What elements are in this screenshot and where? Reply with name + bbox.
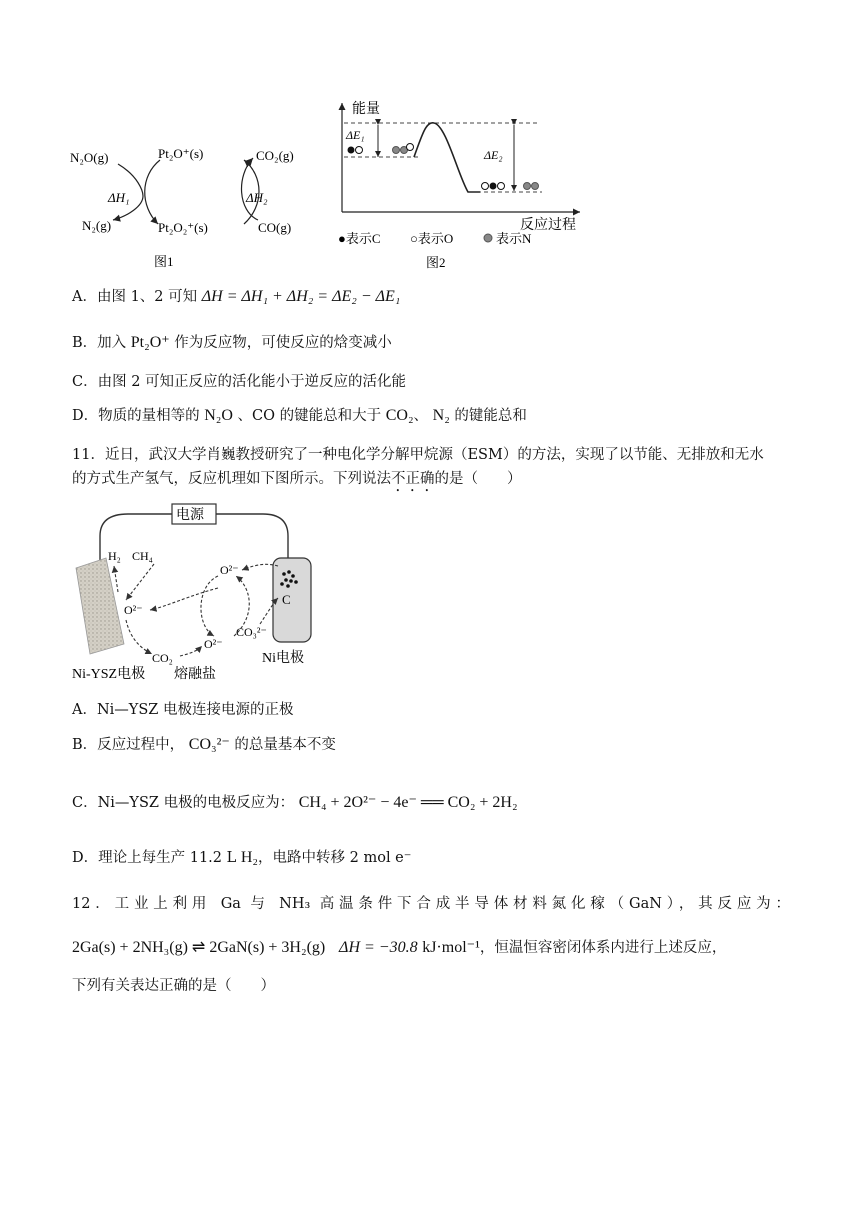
q10-d-suffix: 的键能总和 [454, 408, 527, 424]
q11-d-text: D．理论上每生产 11.2 L [72, 850, 237, 866]
q10-option-d [72, 404, 527, 425]
fig2-atom-n [532, 183, 539, 190]
q11-co2: CO₂ [152, 651, 173, 665]
fig1-caption: 图1 [154, 254, 174, 269]
q11-option-b [72, 733, 336, 754]
fig2-atom-o [407, 144, 414, 151]
fig2-atom-o [356, 147, 363, 154]
fig1-dh1: ΔH₁ [108, 190, 130, 205]
q11-right-electrode [273, 558, 311, 642]
fig1-n2: N₂(g) [82, 218, 112, 233]
q11-right-electrode-label: Ni电极 [262, 651, 304, 666]
fig2-caption: 图2 [426, 255, 446, 270]
fig1-pt2o2: Pt₂O₂⁺(s) [158, 220, 208, 235]
q11-h2: H₂ [108, 549, 121, 563]
fig2-energy-curve [414, 123, 480, 192]
q12-stem-line1 [72, 892, 790, 913]
q11-power-label: 电源 [176, 508, 204, 523]
fig1-co2: CO₂(g) [256, 148, 294, 163]
q11-o2-mid: O²⁻ [204, 637, 223, 651]
q12-dh: ΔH = −30.8 [339, 939, 418, 956]
fig2-ylabel: 能量 [352, 102, 380, 117]
q11-c-label: C [282, 592, 291, 607]
q12-stem1: 12．工业上利用 Ga 与 NH₃ 高温条件下合成半导体材料氮化稼（GaN），其反应为： [72, 896, 790, 912]
q10-b-text: B．加入 [72, 335, 127, 351]
q11-b-suffix: 的总量基本不变 [234, 737, 336, 753]
fig2-atom-c [348, 147, 355, 154]
q11-arrow-loop-left [201, 576, 218, 636]
q10-b-formula: Pt₂O⁺ [130, 334, 170, 351]
q11-figure [68, 496, 338, 688]
q10-b-suffix: 作为反应物，可使反应的焓变减小 [174, 335, 392, 351]
q11-arrow-ch4 [126, 564, 154, 600]
fig2-atom-n [393, 147, 400, 154]
fig1-co: CO(g) [258, 220, 292, 235]
fig1-pt2o: Pt₂O⁺(s) [158, 146, 204, 161]
fig2-xlabel: 反应过程 [520, 218, 576, 233]
q12-stem2-tail: ，恒温恒容密闭体系内进行上述反应， [479, 940, 727, 956]
q10-c-text: C．由图 2 可知正反应的活化能小于逆反应的活化能 [72, 374, 407, 390]
q11-emphasis: 不正确 [391, 471, 435, 487]
fig2-legend-o: ○表示O [410, 231, 454, 246]
q11-arrow-left-to-co2 [126, 620, 152, 654]
q10-a-text: A．由图 1、2 可知 [72, 289, 198, 305]
q11-stem-line1 [72, 443, 764, 464]
q11-molten-label: 熔融盐 [174, 667, 216, 682]
q10-d-n2o: N₂O [204, 407, 233, 424]
q11-left-electrode [76, 558, 124, 654]
q12-equation: 2Ga(s) + 2NH₃(g) ⇌ 2GaN(s) + 3H₂(g) [72, 939, 326, 956]
q10-a-formula: ΔH = ΔH₁ + ΔH₂ = ΔE₂ − ΔE₁ [201, 288, 401, 305]
q11-a-text: A．Ni—YSZ 电极连接电源的正极 [72, 702, 294, 718]
q10-d-sep: 、 [413, 408, 429, 424]
q10-option-a [72, 285, 400, 306]
q11-stem2a: 的方式生产氢气，反应机理如下图所示。下列说法 [72, 471, 391, 487]
fig2-atom-o [482, 183, 489, 190]
q11-b-ion: CO₃²⁻ [188, 736, 230, 753]
fig2-legend-c: ●表示C [338, 231, 381, 246]
q11-c-equation: CH₄ + 2O²⁻ − 4e⁻ ══ CO₂ + 2H₂ [298, 794, 518, 811]
q11-o2-top: O²⁻ [220, 563, 239, 577]
fig2-legend-n: 表示N [496, 231, 532, 246]
q12-stem-line3 [72, 974, 275, 995]
q11-option-a [72, 698, 294, 719]
q11-arrow-h2 [114, 566, 118, 592]
q11-option-c [72, 791, 518, 812]
q11-option-d [72, 846, 411, 867]
q11-b-text: B．反应过程中， [72, 737, 185, 753]
q10-d-mid: 、CO 的键能总和大于 [237, 408, 382, 424]
q11-ch4: CH₄ [132, 549, 153, 563]
figure-1 [68, 136, 318, 271]
fig2-atom-o [498, 183, 505, 190]
q11-arrow-o2-to-left [150, 588, 218, 610]
q10-option-c [72, 370, 406, 391]
q11-stem-line2 [72, 467, 522, 495]
q11-stem1: 11．近日，武汉大学肖巍教授研究了一种电化学分解甲烷源（ESM）的方法，实现了以节能、无排放和无水 [72, 447, 764, 463]
fig1-n2o: N₂O(g) [70, 150, 109, 165]
fig2-legend-n-swatch [484, 234, 492, 242]
fig1-dh2: ΔH₂ [246, 190, 268, 205]
q10-d-text: D．物质的量相等的 [72, 408, 200, 424]
fig2-de1: ΔE₁ [346, 128, 365, 142]
q11-stem2b: 的是（ ） [434, 471, 522, 487]
q11-o2-left: O²⁻ [124, 603, 143, 617]
q10-d-n2: N₂ [432, 407, 450, 424]
q11-d-suffix: ，电路中转移 2 mol e⁻ [258, 850, 412, 866]
q10-d-co2: CO₂ [385, 407, 414, 424]
q12-stem3: 下列有关表达正确的是（ ） [72, 978, 275, 994]
fig1-arc-mid-down [145, 160, 160, 224]
fig2-atom-n [524, 183, 531, 190]
fig2-de2: ΔE₂ [484, 148, 503, 162]
figure-2 [330, 95, 590, 275]
q10-option-b [72, 331, 392, 352]
q11-arrow-co2-to-o2 [180, 646, 202, 656]
fig2-atom-c [490, 183, 497, 190]
q11-co3: CO₃²⁻ [236, 625, 267, 639]
q12-unit: kJ·mol⁻¹ [422, 939, 480, 956]
q11-d-h2: H₂ [240, 849, 259, 866]
q11-left-electrode-label: Ni-YSZ电极 [72, 667, 146, 682]
fig1-arc-right-in [242, 158, 258, 220]
q12-stem-line2 [72, 936, 726, 957]
q11-c-text: C．Ni—YSZ 电极的电极反应为： [72, 795, 295, 811]
